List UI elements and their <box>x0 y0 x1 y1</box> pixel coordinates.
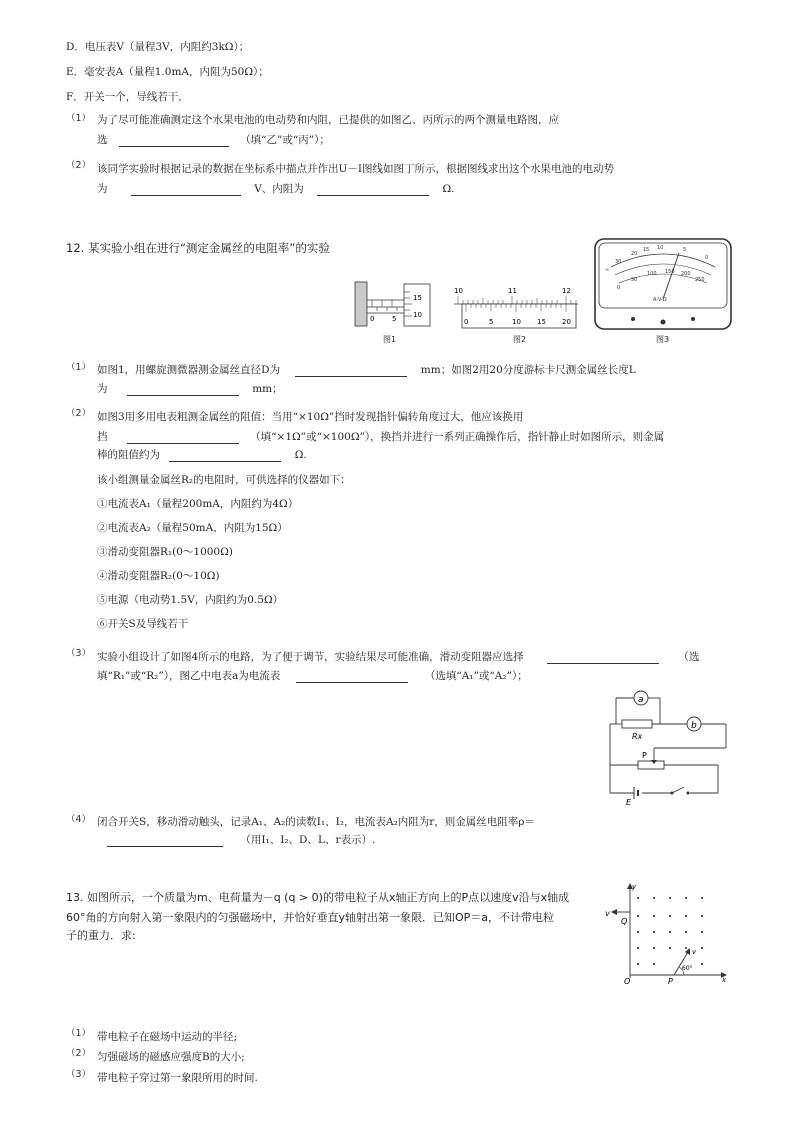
q12-part2-line1: 如图3用多用电表粗测金属丝的阻值：当用“×10Ω”挡时发现指针偏转角度过大，他应该换用 <box>97 411 524 423</box>
q13-part1: 带电粒子在磁场中运动的半径; <box>97 1031 238 1043</box>
q12-stem: 12. 某实验小组在进行“测定金属丝的电阻率”的实验 <box>66 241 330 255</box>
multimeter-ohm-label-0: 0 <box>705 255 709 261</box>
multimeter-ohm-label-infinity: ∞ <box>605 267 610 273</box>
figure-1-caption: 图1 <box>383 335 397 344</box>
multimeter-ohm-label-15: 15 <box>643 247 650 253</box>
resistor-rx-label: Rx <box>632 732 643 741</box>
q12-rheostat-blank[interactable] <box>547 653 659 664</box>
caliper-vernier-label-0: 0 <box>464 318 469 326</box>
q13-stem-line3: 子的重力．求: <box>66 929 136 942</box>
q11-part2-line1: 该同学实验时根据记录的数据在坐标系中描点并作出U－I图线如图丁所示，根据图线求出这个水果电池的电动势 <box>97 163 614 175</box>
q12-instrument-intro: 该小组测量金属丝R₂的电阻时，可供选择的仪器如下： <box>97 474 351 486</box>
origin-o-label: O <box>624 977 631 986</box>
q11-part2-line2: 为 V、内阻为 Ω. <box>97 183 455 195</box>
vernier-caliper-figure <box>452 284 580 332</box>
multimeter-ohm-label-30: 30 <box>615 259 622 265</box>
q13-part3-number: （3） <box>66 1069 92 1080</box>
item-e: E．毫安表A（量程1.0mA，内阻为50Ω）； <box>66 66 269 78</box>
point-q-label: Q <box>621 917 628 926</box>
instrument-item: ⑥开关S及导线若干 <box>97 618 189 630</box>
multimeter-unit-label: A-V-Ω <box>653 297 667 303</box>
caliper-vernier-label-5: 5 <box>489 318 494 326</box>
micrometer-label-10: 10 <box>413 311 422 319</box>
caliper-vernier-label-20: 20 <box>562 318 571 326</box>
q12-length-blank[interactable] <box>127 385 239 396</box>
q12-part1-line2: 为 mm； <box>97 383 283 395</box>
multimeter-dc-label-0: 0 <box>617 285 621 291</box>
instrument-item: ⑤电源（电动势1.5V，内阻约为0.5Ω） <box>97 594 284 606</box>
angle-label: 60° <box>682 965 693 972</box>
q12-part4-line2: （用I₁、I₂、D、L、r表示）. <box>97 833 375 847</box>
instrument-item: ④滑动变阻器R₂(0～10Ω) <box>97 570 220 582</box>
q12-range-blank[interactable] <box>127 433 239 444</box>
micrometer-label-5: 5 <box>392 315 397 323</box>
q12-part2-line2: 挡 （填“×1Ω”或“×100Ω”），换挡并进行一系列正确操作后，指针静止时如图所示，则金属 <box>97 431 665 443</box>
multimeter-ohm-label-10: 10 <box>657 245 664 251</box>
figure-3-caption: 图3 <box>656 335 670 344</box>
circuit-diagram <box>600 686 732 806</box>
caliper-top-label-12: 12 <box>562 287 571 295</box>
exit-velocity-label: v <box>605 909 610 918</box>
q12-part1-line1: 如图1，用螺旋测微器测金属丝直径D为 mm；如图2用20分度游标卡尺测金属丝长度L <box>97 364 636 376</box>
q11-part2-number: （2） <box>66 160 92 171</box>
multimeter-ohm-label-20: 20 <box>631 251 638 257</box>
caliper-vernier-label-10: 10 <box>512 318 521 326</box>
ammeter-a-label: a <box>638 695 644 705</box>
figure-2-caption: 图2 <box>513 335 527 344</box>
q11-resistance-blank[interactable] <box>317 185 429 196</box>
q13-part2: 匀强磁场的磁感应强度B的大小; <box>97 1051 245 1063</box>
multimeter-figure <box>593 237 733 331</box>
q13-part2-number: （2） <box>66 1048 92 1059</box>
q13-stem-line1: 13. 如图所示，一个质量为m、电荷量为－q (q > 0)的带电粒子从x轴正方向上的P点以速度v沿与x轴成 <box>66 891 570 904</box>
caliper-vernier-label-15: 15 <box>537 318 546 326</box>
q12-part3-line1: 实验小组设计了如图4所示的电路，为了便于调节，实验结果尽可能准确，滑动变阻器应选择 （选 <box>97 651 700 663</box>
entry-velocity-label: v <box>692 948 697 956</box>
battery-e-label: E <box>626 798 632 806</box>
q12-diameter-blank[interactable] <box>295 366 407 377</box>
micrometer-label-15: 15 <box>413 294 422 302</box>
q12-resistivity-blank[interactable] <box>107 836 223 847</box>
q12-part4-line1: 闭合开关S，移动滑动触头，记录A₁、A₂的读数I₁、I₂，电流表A₂内阻为r，则金属丝电阻率ρ＝ <box>97 816 535 828</box>
micrometer-figure <box>352 278 432 336</box>
q11-emf-blank[interactable] <box>131 185 241 196</box>
multimeter-dc-label-150: 150 <box>665 269 675 275</box>
item-d: D．电压表V（量程3V，内阻约3kΩ）； <box>66 41 250 53</box>
multimeter-ohm-label-5: 5 <box>683 247 687 253</box>
item-f: F．开关一个，导线若干． <box>66 91 189 103</box>
caliper-top-label-10: 10 <box>454 287 463 295</box>
q12-part1-number: （1） <box>66 362 92 373</box>
caliper-top-label-11: 11 <box>508 287 517 295</box>
q11-part1-line2: 选 （填“乙”或“丙”）； <box>97 134 330 146</box>
multimeter-dc-label-50: 50 <box>631 277 638 283</box>
multimeter-dc-label-250: 250 <box>695 277 705 283</box>
q12-part2-line3: 棒的阻值约为 Ω. <box>97 449 307 461</box>
q11-part1-number: （1） <box>66 113 92 124</box>
q12-part3-line2: 填“R₁”或“R₂”），图乙中电表a为电流表 （选填“A₁”或“A₂”）； <box>97 670 528 682</box>
instrument-item: ②电流表A₂（量程50mA，内阻为15Ω） <box>97 522 288 534</box>
instrument-item: ③滑动变阻器R₁(0～1000Ω) <box>97 546 233 558</box>
y-axis-label: y <box>632 883 637 891</box>
q12-resistance-blank[interactable] <box>169 451 281 462</box>
multimeter-dc-label-200: 200 <box>681 271 691 277</box>
q12-part4-number: （4） <box>66 814 92 825</box>
q13-part3: 带电粒子穿过第一象限所用的时间. <box>97 1072 258 1084</box>
q12-part3-number: （3） <box>66 648 92 659</box>
q13-part1-number: （1） <box>66 1028 92 1039</box>
x-axis-label: x <box>722 976 727 984</box>
magnetic-field-figure <box>604 880 730 986</box>
point-p-label: P <box>668 977 673 986</box>
q12-ammeter-blank[interactable] <box>296 672 408 683</box>
multimeter-dc-label-100: 100 <box>647 271 657 277</box>
micrometer-label-0: 0 <box>370 315 375 323</box>
q13-stem-line2: 60°角的方向射入第一象限内的匀强磁场中，并恰好垂直y轴射出第一象限．已知OP＝a，不计带电粒 <box>66 911 555 924</box>
ammeter-b-label: b <box>691 721 697 731</box>
instrument-item: ①电流表A₁（量程200mA，内阻约为4Ω） <box>97 498 299 510</box>
q11-part1-line1: 为了尽可能准确测定这个水果电池的电动势和内阻，已提供的如图乙、丙所示的两个测量电路图，应 <box>97 114 559 126</box>
q12-part2-number: （2） <box>66 408 92 419</box>
q11-part1-answer-blank[interactable] <box>119 136 229 147</box>
slider-p-label: P <box>642 751 647 760</box>
